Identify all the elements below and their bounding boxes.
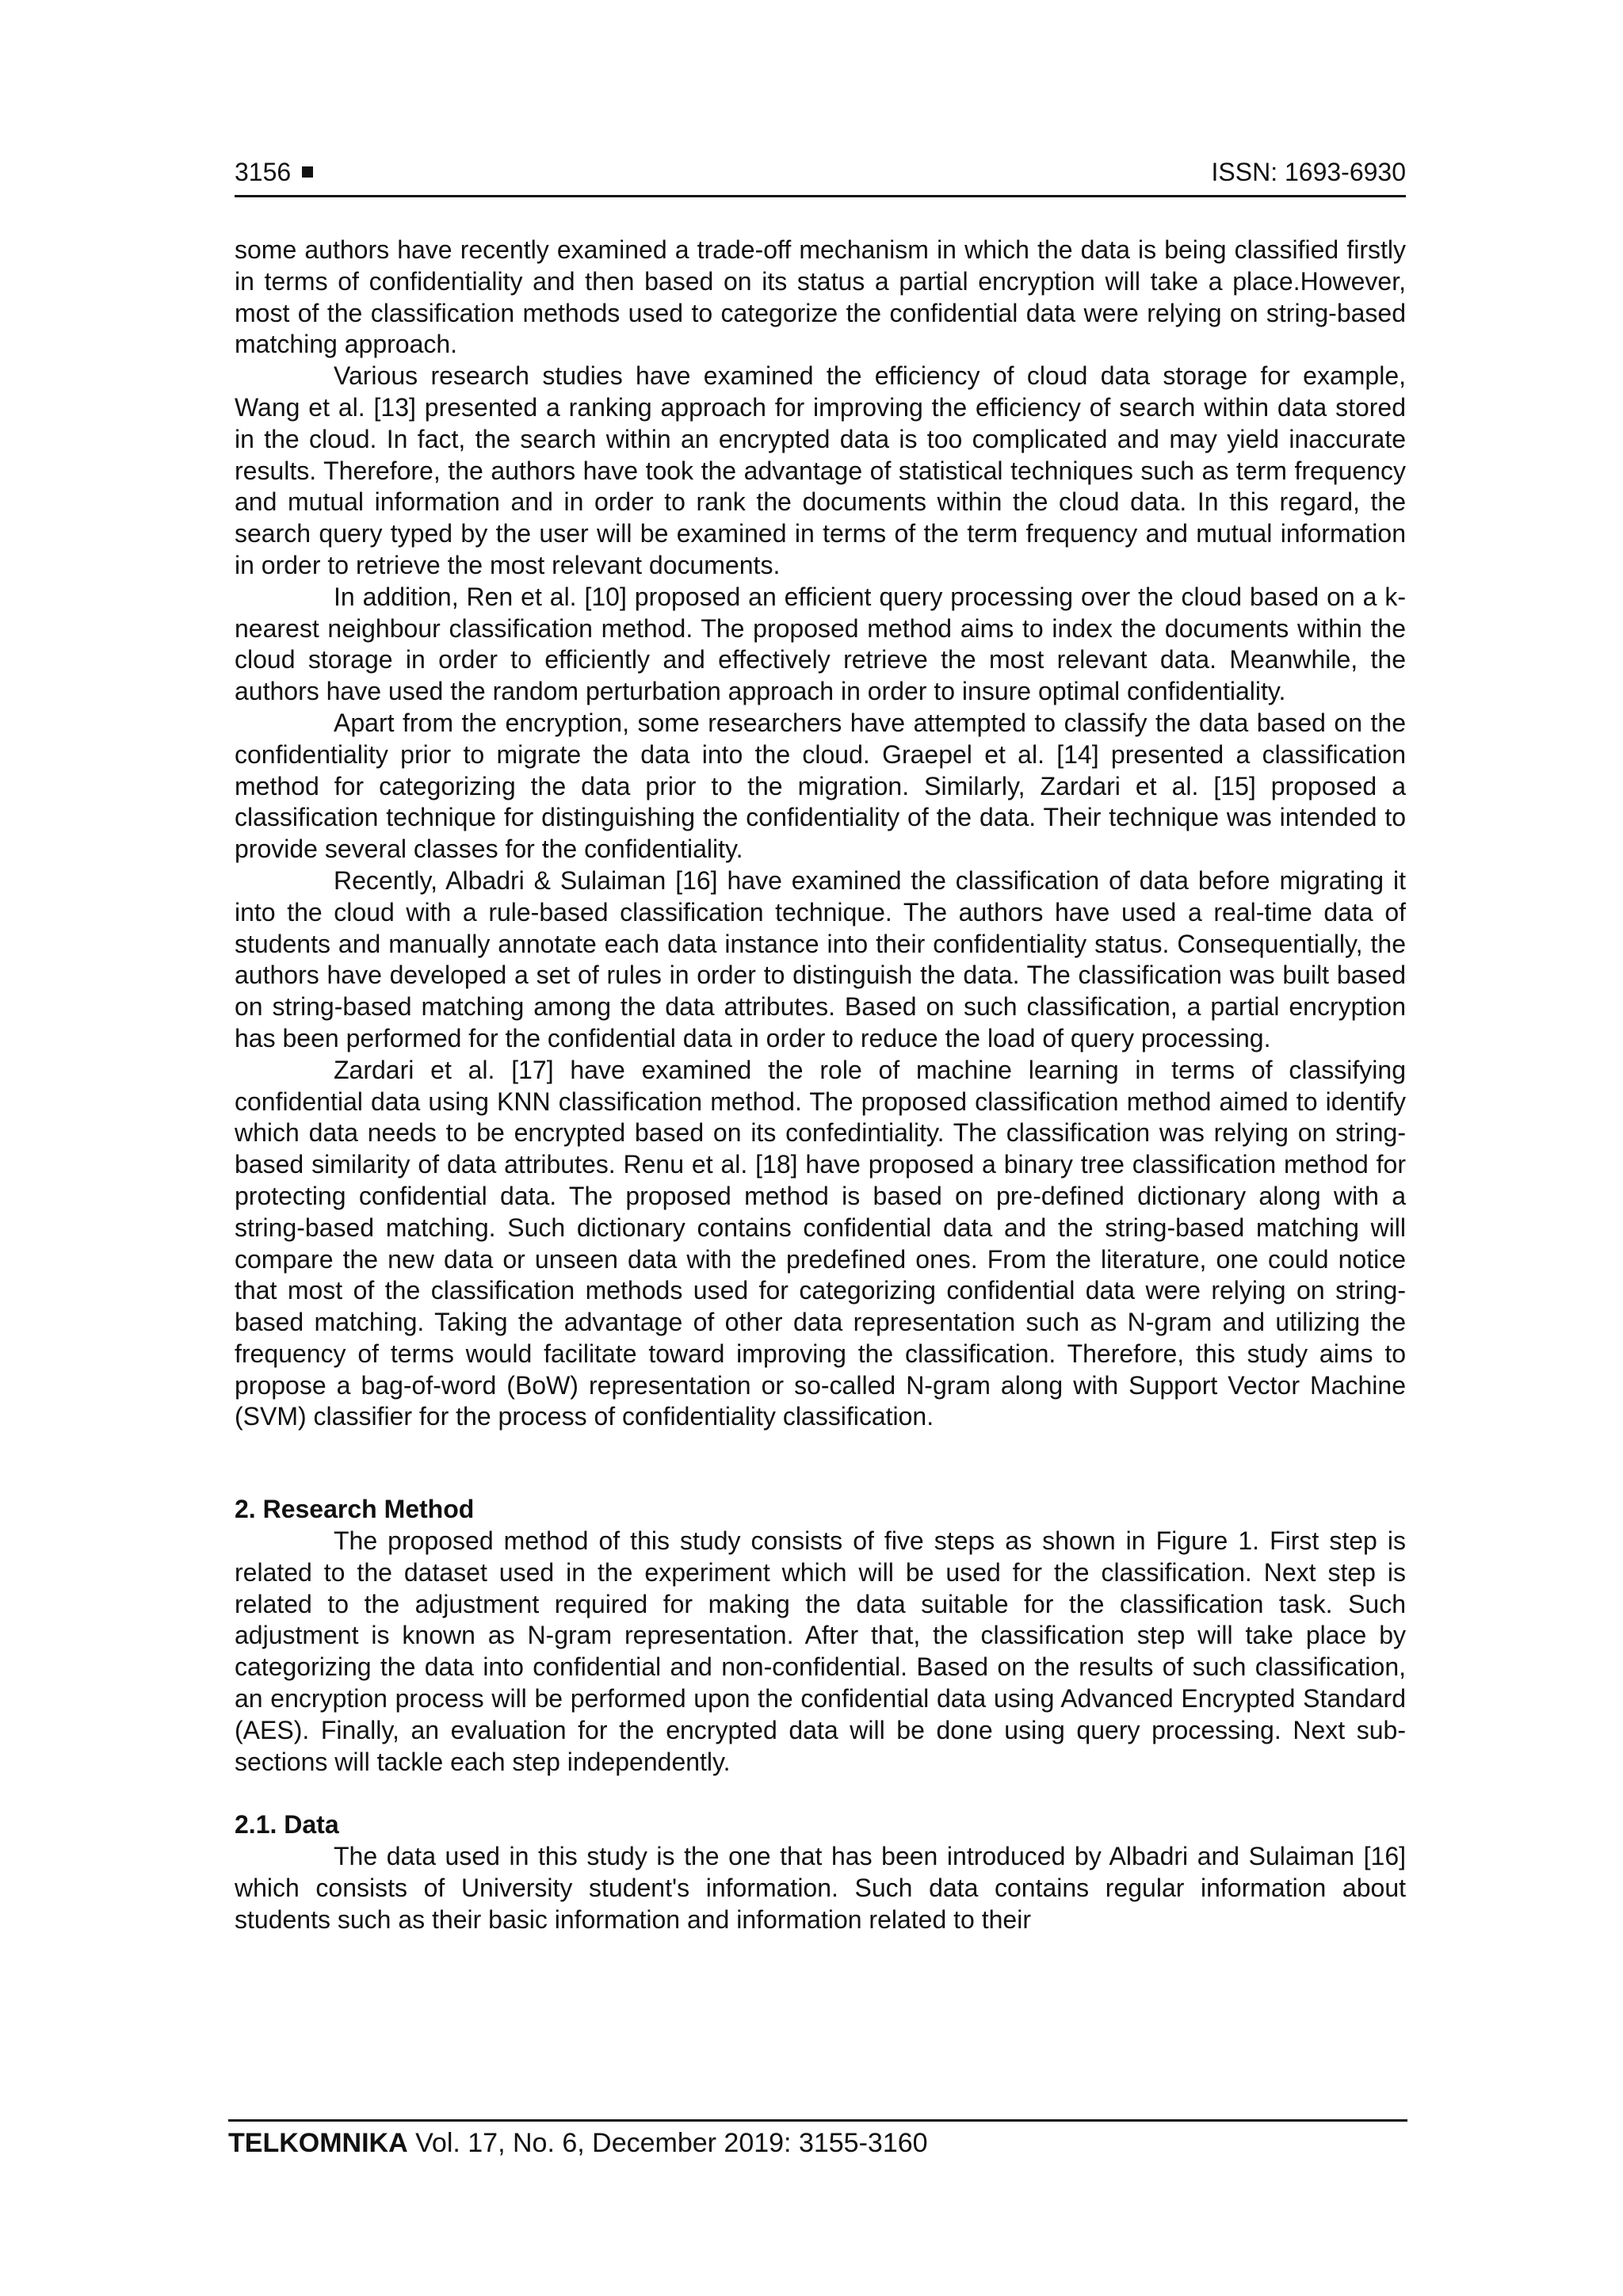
paragraph-4: Apart from the encryption, some researchers have attempted to classify the data based on the confidentiality prior to migrate the data into the cloud. Graepel et al. [14] presented a classification method for categorizing the data prior to the migration. Similarly, Zardari et al. [15] proposed a classification technique for distinguishing the confidentiality of the data. Their technique was intended to provide several classes for the confidentiality. bbox=[235, 708, 1406, 864]
issn-label: ISSN: 1693-6930 bbox=[1211, 158, 1406, 186]
page-footer bbox=[228, 2119, 1407, 2159]
paragraph-5: Recently, Albadri & Sulaiman [16] have examined the classification of data before migrating it into the cloud with a rule-based classification technique. The authors have used a real-time data of students and manually annotate each data instance into their confidentiality status. Consequentially, the authors have developed a set of rules in order to distinguish the data. The classification was built based on string-based matching among the data attributes. Based on such classification, a partial encryption has been performed for the confidential data in order to reduce the load of query processing. bbox=[235, 865, 1406, 1052]
page-header bbox=[235, 157, 1406, 197]
paragraph-2: Various research studies have examined the efficiency of cloud data storage for example, Wang et al. [13] presented a ranking approach for improving the efficiency of search within data stored in the cloud. In fact, the search within an encrypted data is too complicated and may yield inaccurate results. Therefore, the authors have took the advantage of statistical techniques such as term frequency and mutual information and in order to rank the documents within the cloud data. In this regard, the search query typed by the user will be examined in terms of the term frequency and mutual information in order to retrieve the most relevant documents. bbox=[235, 361, 1406, 579]
paragraph-1: some authors have recently examined a trade-off mechanism in which the data is being classified firstly in terms of confidentiality and then based on its status a partial encryption will take a place.However, most of the classification methods used to categorize the confidential data were relying on string-based matching approach. bbox=[235, 235, 1406, 359]
section-2-paragraph: The proposed method of this study consists of five steps as shown in Figure 1. First step is related to the dataset used in the experiment which will be used for the classification. Next step is related to the adjustment required for making the data suitable for the classification task. Such adjustment is known as N-gram representation. After that, the classification step will take place by categorizing the data into confidential and non-confidential. Based on the results of such classification, an encryption process will be performed upon the confidential data using Advanced Encrypted Standard (AES). Finally, an evaluation for the encrypted data will be done using query processing. Next sub-sections will tackle each step independently. bbox=[235, 1526, 1406, 1776]
section-heading-research-method: 2. Research Method bbox=[235, 1495, 475, 1524]
page-number-group bbox=[235, 158, 313, 187]
section-2-1-paragraph: The data used in this study is the one that has been introduced by Albadri and Sulaiman [16] which consists of University student's information. Such data contains regular information about students such as their basic information and information related to their bbox=[235, 1842, 1406, 1934]
journal-name: TELKOMNIKA bbox=[228, 2128, 408, 2158]
paragraph-3: In addition, Ren et al. [10] proposed an efficient query processing over the cloud based on a k-nearest neighbour classification method. The proposed method aims to index the documents within the cloud storage in order to efficiently and effectively retrieve the most relevant data. Meanwhile, the authors have used the random perturbation approach in order to insure optimal confidentiality. bbox=[235, 582, 1406, 706]
paragraph-6: Zardari et al. [17] have examined the role of machine learning in terms of classifying confidential data using KNN classification method. The proposed classification method aimed to identify which data needs to be encrypted based on its confedintiality. The classification was relying on string-based similarity of data attributes. Renu et al. [18] have proposed a binary tree classification method for protecting confidential data. The proposed method is based on pre-defined dictionary along with a string-based matching. Such dictionary contains confidential data and the string-based matching will compare the new data or unseen data with the predefined ones. From the literature, one could notice that most of the classification methods used for categorizing confidential data were relying on string-based matching. Taking the advantage of other data representation such as N-gram and utilizing the frequency of terms would facilitate toward improving the classification. Therefore, this study aims to propose a bag-of-word (BoW) representation or so-called N-gram along with Support Vector Machine (SVM) classifier for the process of confidentiality classification. bbox=[235, 1055, 1406, 1431]
section-heading-data: 2.1. Data bbox=[235, 1810, 339, 1839]
page-number: 3156 bbox=[235, 158, 292, 186]
issue-info: Vol. 17, No. 6, December 2019: 3155-3160 bbox=[415, 2128, 928, 2158]
square-bullet-icon bbox=[302, 166, 313, 178]
article-body bbox=[235, 235, 1406, 1936]
